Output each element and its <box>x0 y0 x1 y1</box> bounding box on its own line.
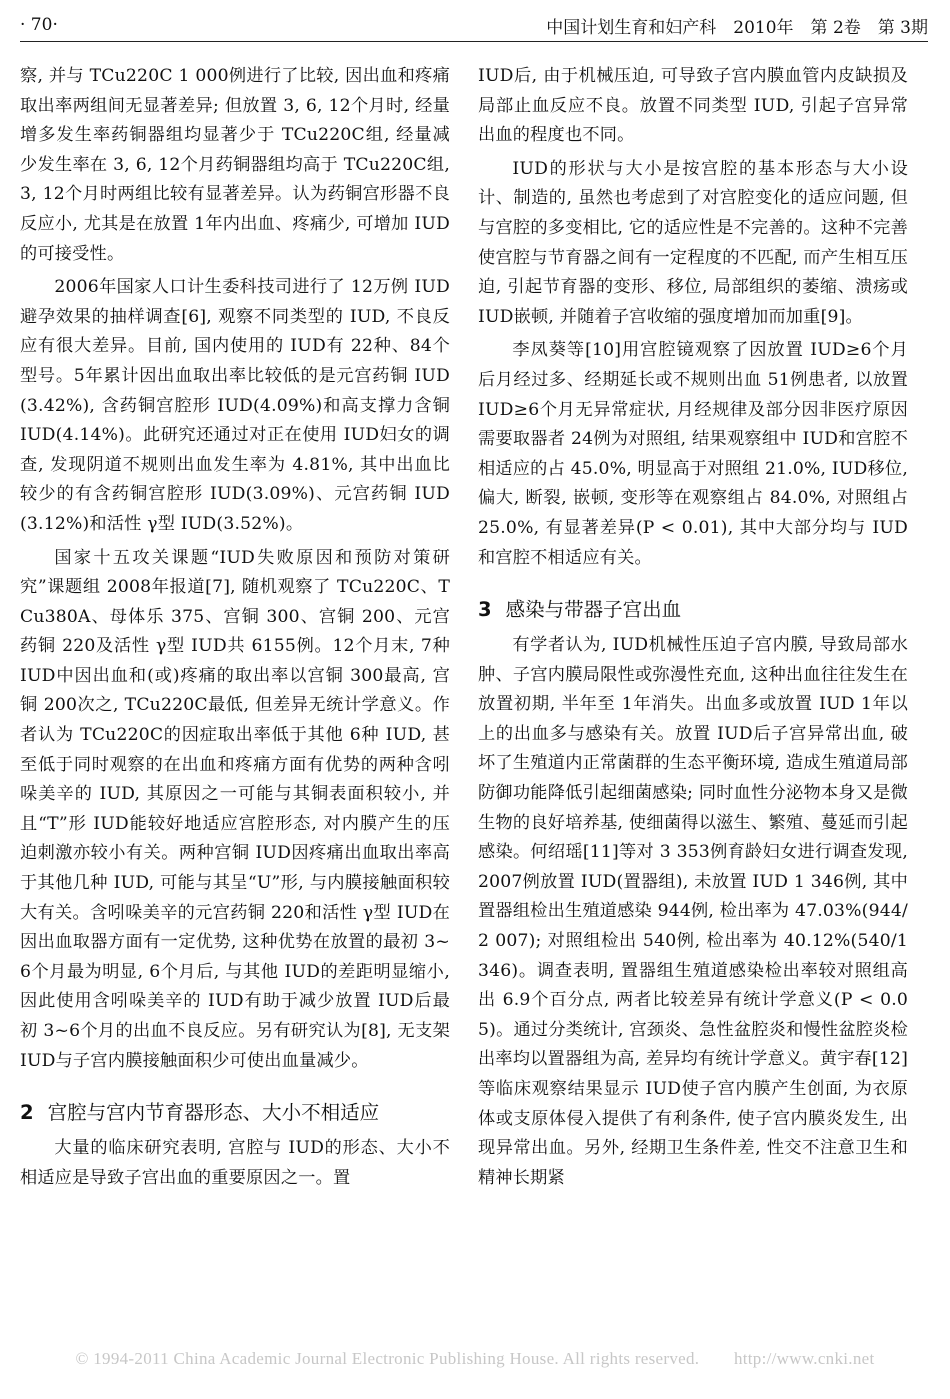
paragraph: 察, 并与 TCu220C 1 000例进行了比较, 因出血和疼痛取出率两组间无显著差异; 但放置 3, 6, 12个月时, 经量增多发生率药铜器组均显著少于 TCu220C组, 经量减少发生率在 3, 6, 12个月药铜器组均高于 TCu220C组, 3, 12个月时两组比较有显著差异。认为药铜宫形器不良反应小, 尤其是在放置 1年内出血、疼痛少, 可增加 IUD的可接受性。 <box>20 66 450 264</box>
paragraph: 有学者认为, IUD机械性压迫子宫内膜, 导致局部水肿、子宫内膜局限性或弥漫性充血, 这种出血往往发生在放置初期, 半年至 1年消失。出血多或放置 IUD 1年以上的出血多与感染有关。放置 IUD后子宫异常出血, 破坏了生殖道内正常菌群的生态平衡环境, 造成生殖道局部防御功能降低引起细菌感染; 同时血性分泌物本身又是微生物的良好培养基, 使细菌得以滋生、繁殖、蔓延而引起感染。何绍瑶[11]等对 3 353例育龄妇女进行调查发现, 2007例放置 IUD(置器组), 未放置 IUD 1 346例, 其中置器组检出生殖道感染 944例, 检出率为 47.03%(944/2 007); 对照组检出 540例, 检出率为 40.12%(540/1 346)。调查表明, 置器组生殖道感染检出率较对照组高出 6.9个百分点, 两者比较差异有统计学意义(P < 0.05)。通过分类统计, 宫颈炎、急性盆腔炎和慢性盆腔炎检出率均以置器组为高, 差异均有统计学意义。黄宇春[12]等临床观察结果显示 IUD使子宫内膜产生创面, 为衣原体或支原体侵入提供了有利条件, 使子宫内膜炎发生, 出现异常出血。另外, 经期卫生条件差, 性交不注意卫生和精神长期紧 <box>478 635 908 1188</box>
paragraph: 李凤葵等[10]用宫腔镜观察了因放置 IUD≥6个月后月经过多、经期延长或不规则出血 51例患者, 以放置 IUD≥6个月无异常症状, 月经规律及部分因非医疗原因需要取器者 24例为对照组, 结果观察组中 IUD和宫腔不相适应的占 45.0%, 明显高于对照组 21.0%, IUD移位, 偏大, 断裂, 嵌顿, 变形等在观察组占 84.0%, 对照组占 25.0%, 有显著差异(P < 0.01), 其中大部分均与 IUD和宫腔不相适应有关。 <box>478 340 908 568</box>
copyright-watermark: © 1994-2011 China Academic Journal Electronic Publishing House. All rights reserved. http://www.cnki.net <box>75 1349 875 1368</box>
section-heading-2 <box>20 1098 450 1128</box>
running-header <box>20 10 928 40</box>
section-title: 感染与带器子宫出血 <box>505 598 682 622</box>
section-heading-3 <box>478 595 908 625</box>
section-title: 宫腔与宫内节育器形态、大小不相适应 <box>47 1101 380 1125</box>
paragraph: 国家十五攻关课题“IUD失败原因和预防对策研究”课题组 2008年报道[7], 随机观察了 TCu220C、TCu380A、母体乐 375、宫铜 300、宫铜 200、元宫药铜 220及活性 γ型 IUD共 6155例。12个月末, 7种 IUD中因出血和(或)疼痛的取出率以宫铜 300最高, 宫铜 200次之, TCu220C最低, 但差异无统计学意义。作者认为 TCu220C的因症取出率低于其他 6种 IUD, 甚至低于同时观察的在出血和疼痛方面有优势的两种含吲哚美辛的 IUD, 其原因之一可能与其铜表面积较小, 并且“T”形 IUD能较好地适应宫腔形态, 对内膜产生的压迫刺激亦较小有关。两种宫铜 IUD因疼痛出血取出率高于其他几种 IUD, 可能与其呈“U”形, 与内膜接触面积较大有关。含吲哚美辛的元宫药铜 220和活性 γ型 IUD在因出血取器方面有一定优势, 这种优势在放置的最初 3~6个月最为明显, 6个月后, 与其他 IUD的差距明显缩小, 因此使用含吲哚美辛的 IUD有助于减少放置 IUD后最初 3~6个月的出血不良反应。另有研究认为[8], 无支架 IUD与子宫内膜接触面积少可使出血量减少。 <box>20 547 450 1071</box>
paragraph: IUD的形状与大小是按宫腔的基本形态与大小设计、制造的, 虽然也考虑到了对宫腔变化的适应问题, 但与宫腔的多变相比, 它的适应性是不完善的。这种不完善使宫腔与节育器之间有一定程度的不匹配, 而产生相互压迫, 引起节育器的变形、移位, 局部组织的萎缩、溃疡或 IUD嵌顿, 并随着子宫收缩的强度增加而加重[9]。 <box>478 158 908 327</box>
section-number: 2 <box>20 1101 34 1125</box>
journal-citation: 中国计划生育和妇产科 2010年 第 2卷 第 3期 <box>546 17 928 38</box>
header-rule <box>20 41 928 42</box>
left-column <box>20 62 450 1377</box>
page-number: · 70· <box>20 15 58 35</box>
paragraph: 2006年国家人口计生委科技司进行了 12万例 IUD避孕效果的抽样调查[6], 观察不同类型的 IUD, 不良反应有很大差异。目前, 国内使用的 IUD有 22种、84个型号。5年累计因出血取出率比较低的是元宫药铜 IUD(3.42%), 含药铜宫腔形 IUD(4.09%)和高支撑力含铜 IUD(4.14%)。此研究还通过对正在使用 IUD妇女的调查, 发现阴道不规则出血发生率为 4.81%, 其中出血比较少的有含药铜宫腔形 IUD(3.09%)、元宫药铜 IUD(3.12%)和活性 γ型 IUD(3.52%)。 <box>20 277 450 534</box>
paragraph: IUD后, 由于机械压迫, 可导致子宫内膜血管内皮缺损及局部止血反应不良。放置不同类型 IUD, 引起子宫异常出血的程度也不同。 <box>478 66 908 146</box>
right-column <box>478 62 908 1377</box>
paragraph: 大量的临床研究表明, 宫腔与 IUD的形态、大小不相适应是导致子宫出血的重要原因之一。置 <box>20 1138 450 1188</box>
section-number: 3 <box>478 598 492 622</box>
